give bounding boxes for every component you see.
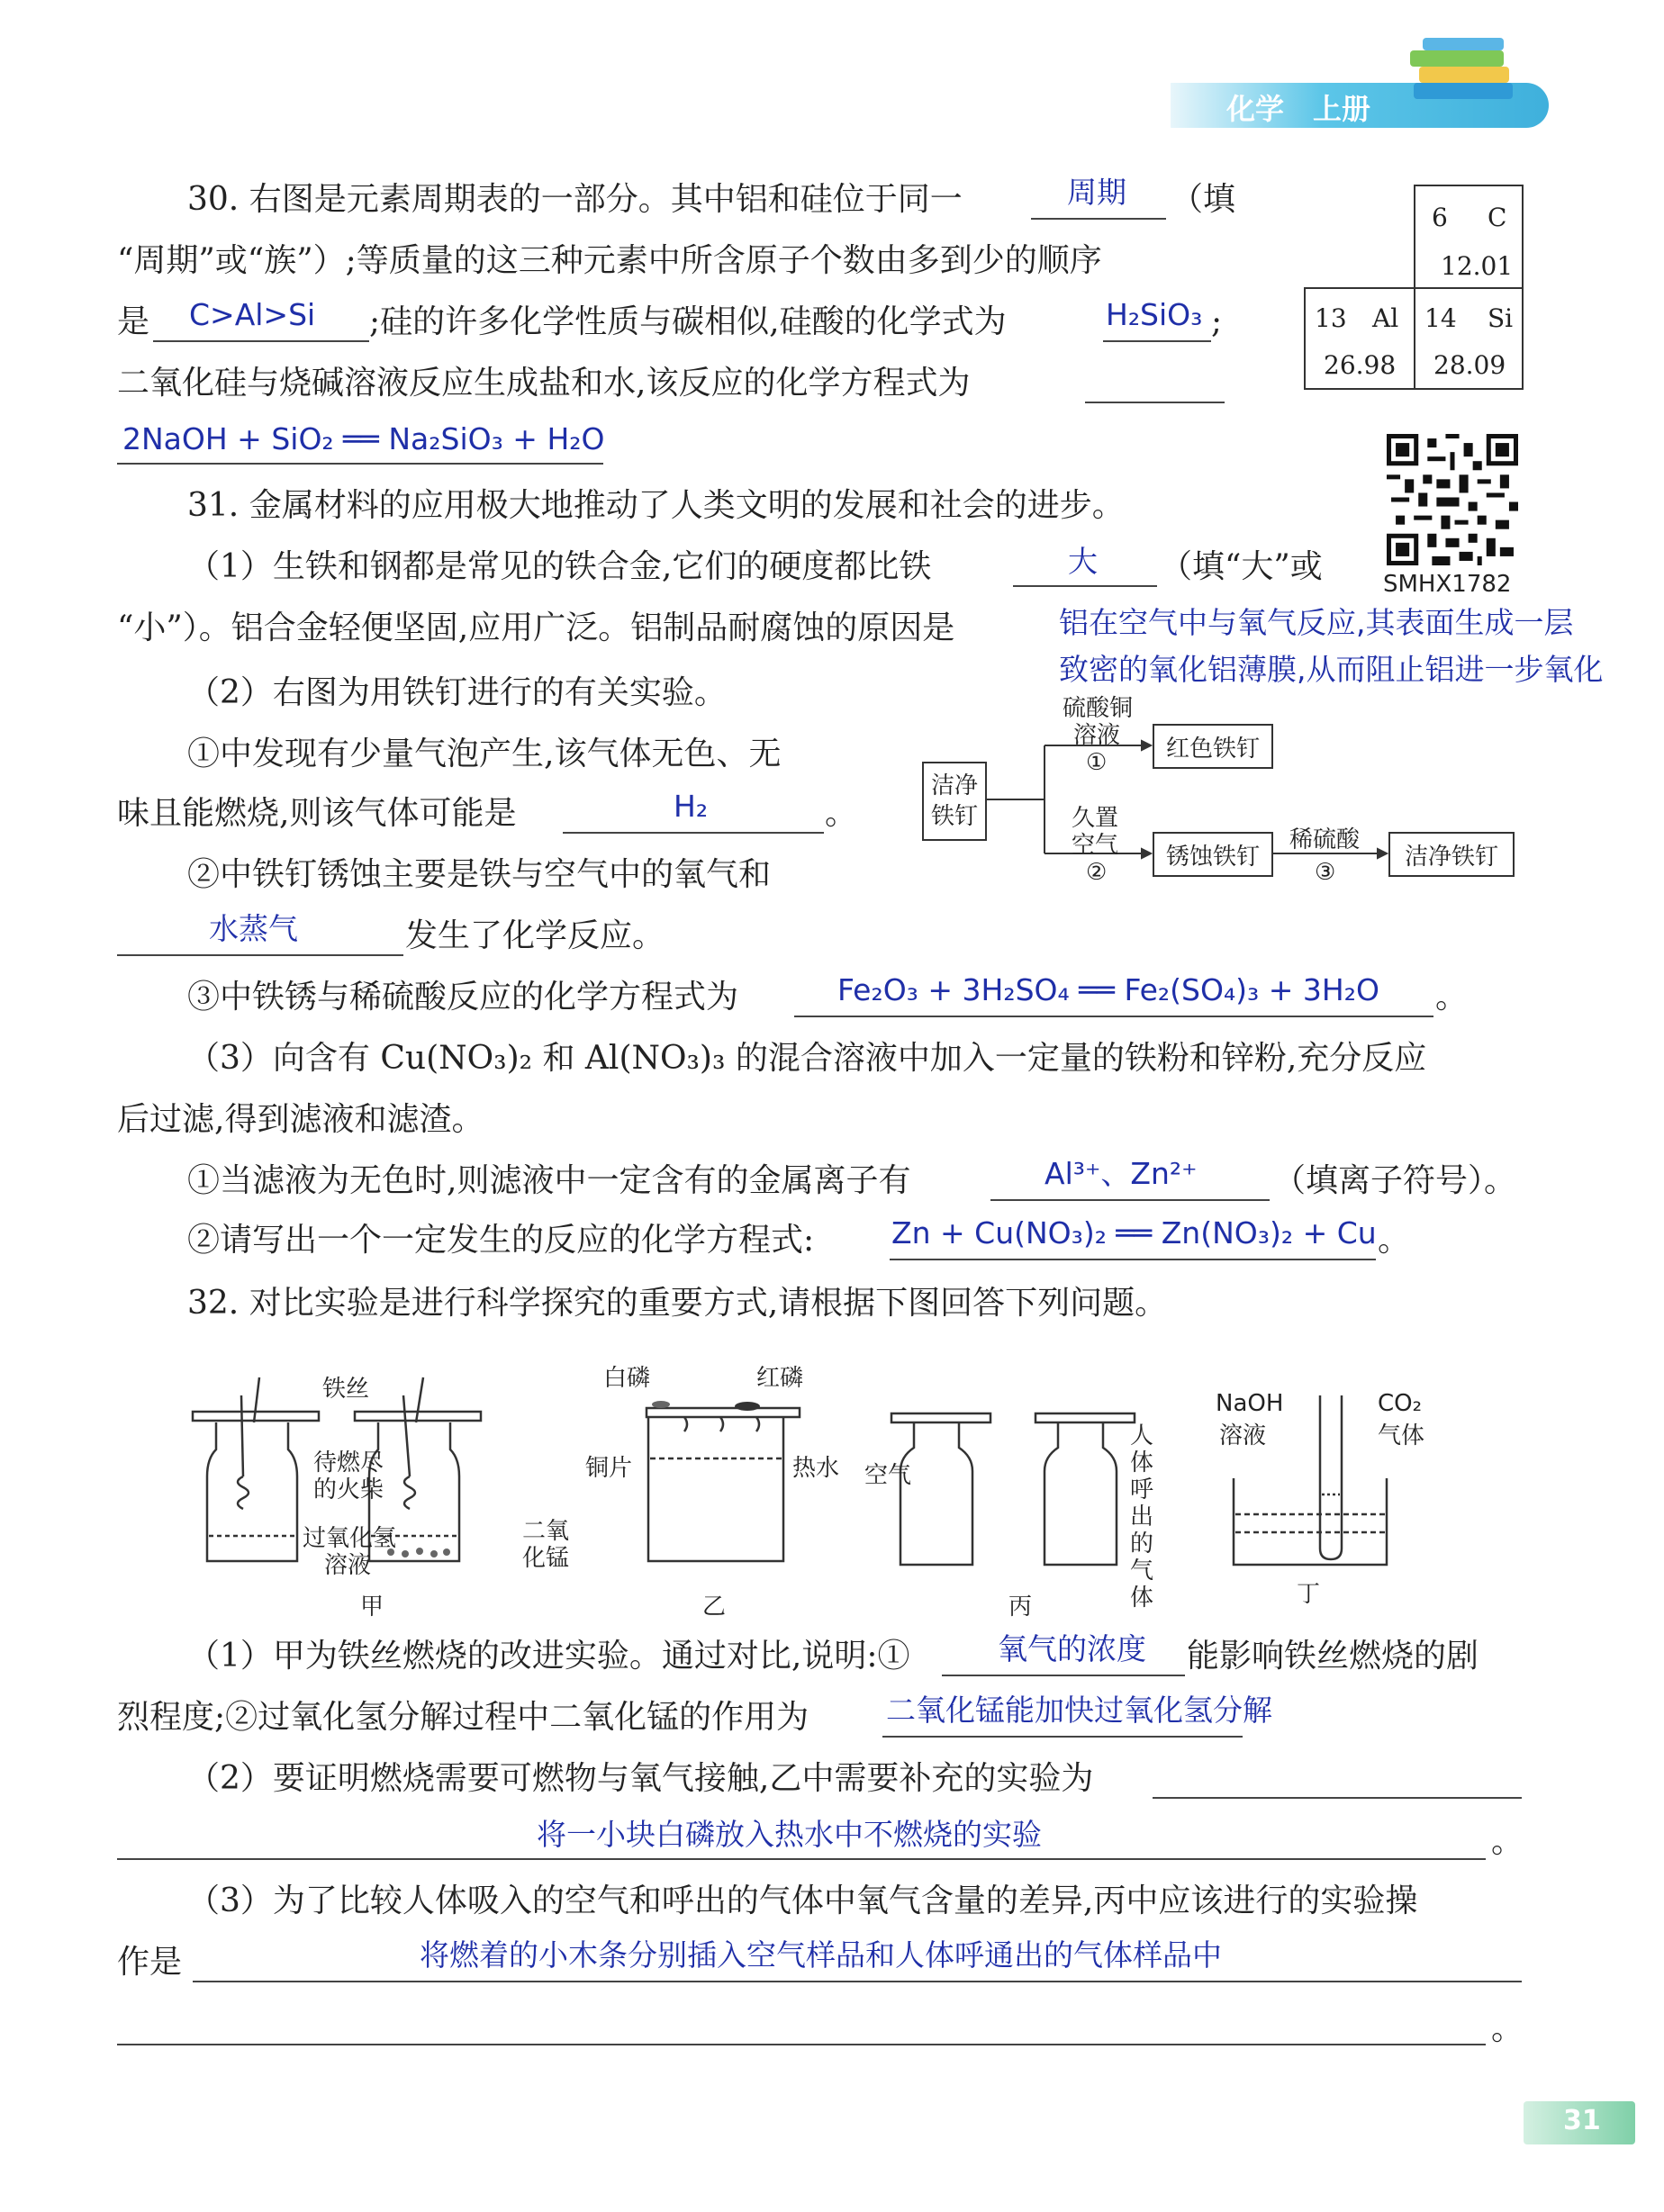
- q30-blank-period[interactable]: [1031, 218, 1166, 220]
- q31-blank-ions[interactable]: [990, 1199, 1270, 1201]
- qr-code-icon[interactable]: [1387, 434, 1518, 565]
- q31-blank-hard[interactable]: [1013, 585, 1157, 587]
- q30-line4: 二氧化硅与烧碱溶液反应生成盐和水,该反应的化学方程式为: [117, 365, 971, 402]
- q32-period-2: 。: [1491, 2010, 1524, 2047]
- flow-step-2: ②: [1086, 859, 1108, 886]
- q31-period-3: 。: [1378, 1222, 1411, 1259]
- q31-p2-i1b: 味且能燃烧,则该气体可能是: [117, 795, 517, 832]
- q32-answer-mno2: 二氧化锰能加快过氧化氢分解: [886, 1693, 1272, 1728]
- q32-p1-line1: （1）甲为铁丝燃烧的改进实验。通过对比,说明:①: [187, 1638, 910, 1675]
- flow-result-clean-nail: 洁净铁钉: [1388, 832, 1515, 877]
- q31-p2-i1: ①中发现有少量气泡产生,该气体无色、无: [187, 736, 782, 772]
- q30-line3-end: ;: [1211, 303, 1223, 340]
- q31-period-2: 。: [1435, 979, 1469, 1016]
- q31-blank-gas[interactable]: [563, 832, 824, 834]
- q32-blank-p3-a[interactable]: [193, 1981, 1522, 1982]
- q31-p2: （2）右图为用铁钉进行的有关实验。: [187, 674, 727, 711]
- aluminum-mass: 26.98: [1324, 350, 1397, 380]
- label-match-2: 的火柴: [313, 1476, 384, 1503]
- page-number: 31: [1563, 2105, 1601, 2136]
- periodic-table-fragment: [1304, 185, 1525, 390]
- flow-result-red-nail: 红色铁钉: [1153, 724, 1273, 769]
- q30-answer-eq: 2NaOH + SiO₂ ══ Na₂SiO₃ + H₂O: [122, 421, 605, 456]
- q30-blank-acid[interactable]: [1103, 340, 1211, 342]
- q31-answer-reason-1: 铝在空气中与氧气反应,其表面生成一层: [1059, 605, 1574, 640]
- subject-title: 化学 上册: [1226, 92, 1371, 126]
- carbon-symbol: C: [1488, 203, 1507, 232]
- label-co2-1: CO₂: [1378, 1390, 1423, 1417]
- q32-p1-line1-end: 能影响铁丝燃烧的剧: [1187, 1638, 1479, 1675]
- q31-answer-water: 水蒸气: [209, 911, 298, 946]
- flow-reagent-1b: 溶液: [1073, 722, 1121, 749]
- q32-blank-p2-a[interactable]: [1153, 1797, 1522, 1799]
- q30-line2: “周期”或“族”）;等质量的这三种元素中所含原子个数由多到少的顺序: [117, 242, 1102, 279]
- q31-blank-water[interactable]: [117, 954, 403, 956]
- q30-answer-order: C>Al>Si: [189, 297, 316, 332]
- figure-yi-name: 乙: [702, 1594, 727, 1621]
- label-air: 空气: [864, 1462, 912, 1489]
- flow-result-rusty-nail: 锈蚀铁钉: [1153, 832, 1273, 877]
- flow-start-clean-nail: 洁净 铁钉: [922, 762, 987, 841]
- flow-step-1: ①: [1086, 749, 1108, 776]
- q31-p3-line2: 后过滤,得到滤液和滤渣。: [117, 1101, 484, 1138]
- books-icon: [1405, 36, 1522, 108]
- q31-answer-reason-2: 致密的氧化铝薄膜,从而阻止铝进一步氧化: [1059, 652, 1604, 687]
- label-mno2-1: 二氧: [522, 1518, 570, 1545]
- q32-p3-line2: 作是: [117, 1944, 183, 1981]
- label-h2o2-1: 过氧化氢: [303, 1525, 397, 1552]
- q31-answer-ions: Al³⁺、Zn²⁺: [1045, 1156, 1198, 1191]
- label-co2-2: 气体: [1378, 1422, 1425, 1449]
- q30-blank-order[interactable]: [153, 340, 369, 342]
- aluminum-symbol: Al: [1372, 303, 1399, 333]
- label-exhaled-gas: 人体呼出的气体: [1130, 1422, 1154, 1612]
- cell-carbon: [1414, 185, 1524, 287]
- q30-blank-eq-b[interactable]: [117, 463, 603, 465]
- q31-blank-rust[interactable]: [794, 1016, 1433, 1017]
- q31-answer-rust: Fe₂O₃ + 3H₂SO₄ ══ Fe₂(SO₄)₃ + 3H₂O: [837, 972, 1379, 1007]
- silicon-symbol: Si: [1488, 303, 1514, 333]
- label-naoh-2: 溶液: [1219, 1422, 1267, 1449]
- label-h2o2-2: 溶液: [324, 1552, 372, 1579]
- label-mno2-2: 化锰: [522, 1545, 570, 1572]
- q30-line3-pre: 是: [117, 303, 150, 340]
- flow-reagent-3: 稀硫酸: [1289, 826, 1361, 853]
- carbon-number: 6: [1432, 203, 1448, 232]
- aluminum-number: 13: [1315, 303, 1347, 333]
- q31-period-1: 。: [825, 795, 858, 832]
- q30-line1-end: （填: [1171, 181, 1236, 218]
- label-naoh-1: NaOH: [1216, 1390, 1284, 1417]
- q32-answer-p2: 将一小块白磷放入热水中不燃烧的实验: [537, 1817, 1042, 1852]
- q30-answer-acid: H₂SiO₃: [1106, 297, 1203, 332]
- flow-step-3: ③: [1315, 859, 1336, 886]
- figure-bing-name: 丙: [1008, 1594, 1033, 1621]
- flow-cond-2b: 空气: [1072, 832, 1119, 859]
- q30-answer-period: 周期: [1067, 175, 1126, 210]
- label-match-1: 待燃尽: [313, 1449, 384, 1476]
- q31-answer-gas: H₂: [674, 789, 709, 824]
- q31-p2-i3: ③中铁锈与稀硫酸反应的化学方程式为: [187, 979, 739, 1016]
- q32-answer-p3: 将燃着的小木条分别插入空气样品和人体呼通出的气体样品中: [420, 1937, 1222, 1973]
- q32-period-1: 。: [1491, 1823, 1524, 1860]
- iron-nail-flow-diagram: [909, 693, 1522, 891]
- q32-blank-p3-b[interactable]: [117, 2044, 1486, 2045]
- carbon-mass: 12.01: [1441, 251, 1514, 281]
- q30-blank-eq-a[interactable]: [1085, 402, 1225, 403]
- label-hot-water: 热水: [792, 1455, 840, 1482]
- q32-blank-p2-b[interactable]: [117, 1858, 1486, 1860]
- flow-reagent-1a: 硫酸铜: [1063, 695, 1134, 722]
- label-white-phosphorus: 白磷: [603, 1365, 651, 1392]
- q31-blank-react[interactable]: [890, 1259, 1376, 1260]
- q31-title: 31. 金属材料的应用极大地推动了人类文明的发展和社会的进步。: [187, 487, 1125, 524]
- q31-p2-i2b: 发生了化学反应。: [405, 917, 665, 954]
- q31-answer-react: Zn + Cu(NO₃)₂ ══ Zn(NO₃)₂ + Cu: [891, 1215, 1377, 1250]
- label-iron-wire: 铁丝: [322, 1376, 370, 1403]
- q32-title: 32. 对比实验是进行科学探究的重要方式,请根据下图回答下列问题。: [187, 1285, 1168, 1322]
- label-copper-sheet: 铜片: [585, 1455, 633, 1482]
- flow-cond-2a: 久置: [1072, 805, 1119, 832]
- silicon-mass: 28.09: [1433, 350, 1506, 380]
- q31-p3-i1: ①当滤液为无色时,则滤液中一定含有的金属离子有: [187, 1162, 911, 1199]
- figure-jia-name: 甲: [360, 1594, 384, 1621]
- q31-answer-hard: 大: [1068, 544, 1098, 579]
- cell-aluminum: [1304, 287, 1415, 390]
- q31-p1-line1-end: （填“大”或: [1160, 548, 1323, 585]
- q30-line3-mid: ;硅的许多化学性质与碳相似,硅酸的化学式为: [369, 303, 1007, 340]
- q32-blank-oxygen[interactable]: [942, 1675, 1185, 1676]
- qr-code-label: SMHX1782: [1383, 571, 1512, 598]
- q31-p3-line1: （3）向含有 Cu(NO₃)₂ 和 Al(NO₃)₃ 的混合溶液中加入一定量的铁粉和锌粉,充分反应: [187, 1040, 1427, 1077]
- q32-p2-line1: （2）要证明燃烧需要可燃物与氧气接触,乙中需要补充的实验为: [187, 1760, 1094, 1797]
- q32-answer-oxygen: 氧气的浓度: [998, 1631, 1146, 1666]
- q31-p3-i1-end: （填离子符号）。: [1273, 1162, 1517, 1199]
- figure-ding-name: 丁: [1297, 1581, 1321, 1608]
- q31-p2-i2: ②中铁钉锈蚀主要是铁与空气中的氧气和: [187, 856, 772, 893]
- silicon-number: 14: [1424, 303, 1457, 333]
- q32-blank-mno2[interactable]: [882, 1736, 1243, 1738]
- label-red-phosphorus: 红磷: [756, 1365, 804, 1392]
- q31-p1-line1: （1）生铁和钢都是常见的铁合金,它们的硬度都比铁: [187, 548, 932, 585]
- q32-p1-line2: 烈程度;②过氧化氢分解过程中二氧化锰的作用为: [117, 1699, 809, 1736]
- q31-p3-i2: ②请写出一个一定发生的反应的化学方程式:: [187, 1222, 815, 1259]
- experiment-figures: [180, 1359, 1531, 1630]
- cell-silicon: [1414, 287, 1524, 390]
- q32-p3-line1: （3）为了比较人体吸入的空气和呼出的气体中氧气含量的差异,丙中应该进行的实验操: [187, 1882, 1418, 1919]
- q31-p1-line2: “小”）。铝合金轻便坚固,应用广泛。铝制品耐腐蚀的原因是: [117, 609, 955, 646]
- q30-line1: 30. 右图是元素周期表的一部分。其中铝和硅位于同一: [187, 181, 963, 218]
